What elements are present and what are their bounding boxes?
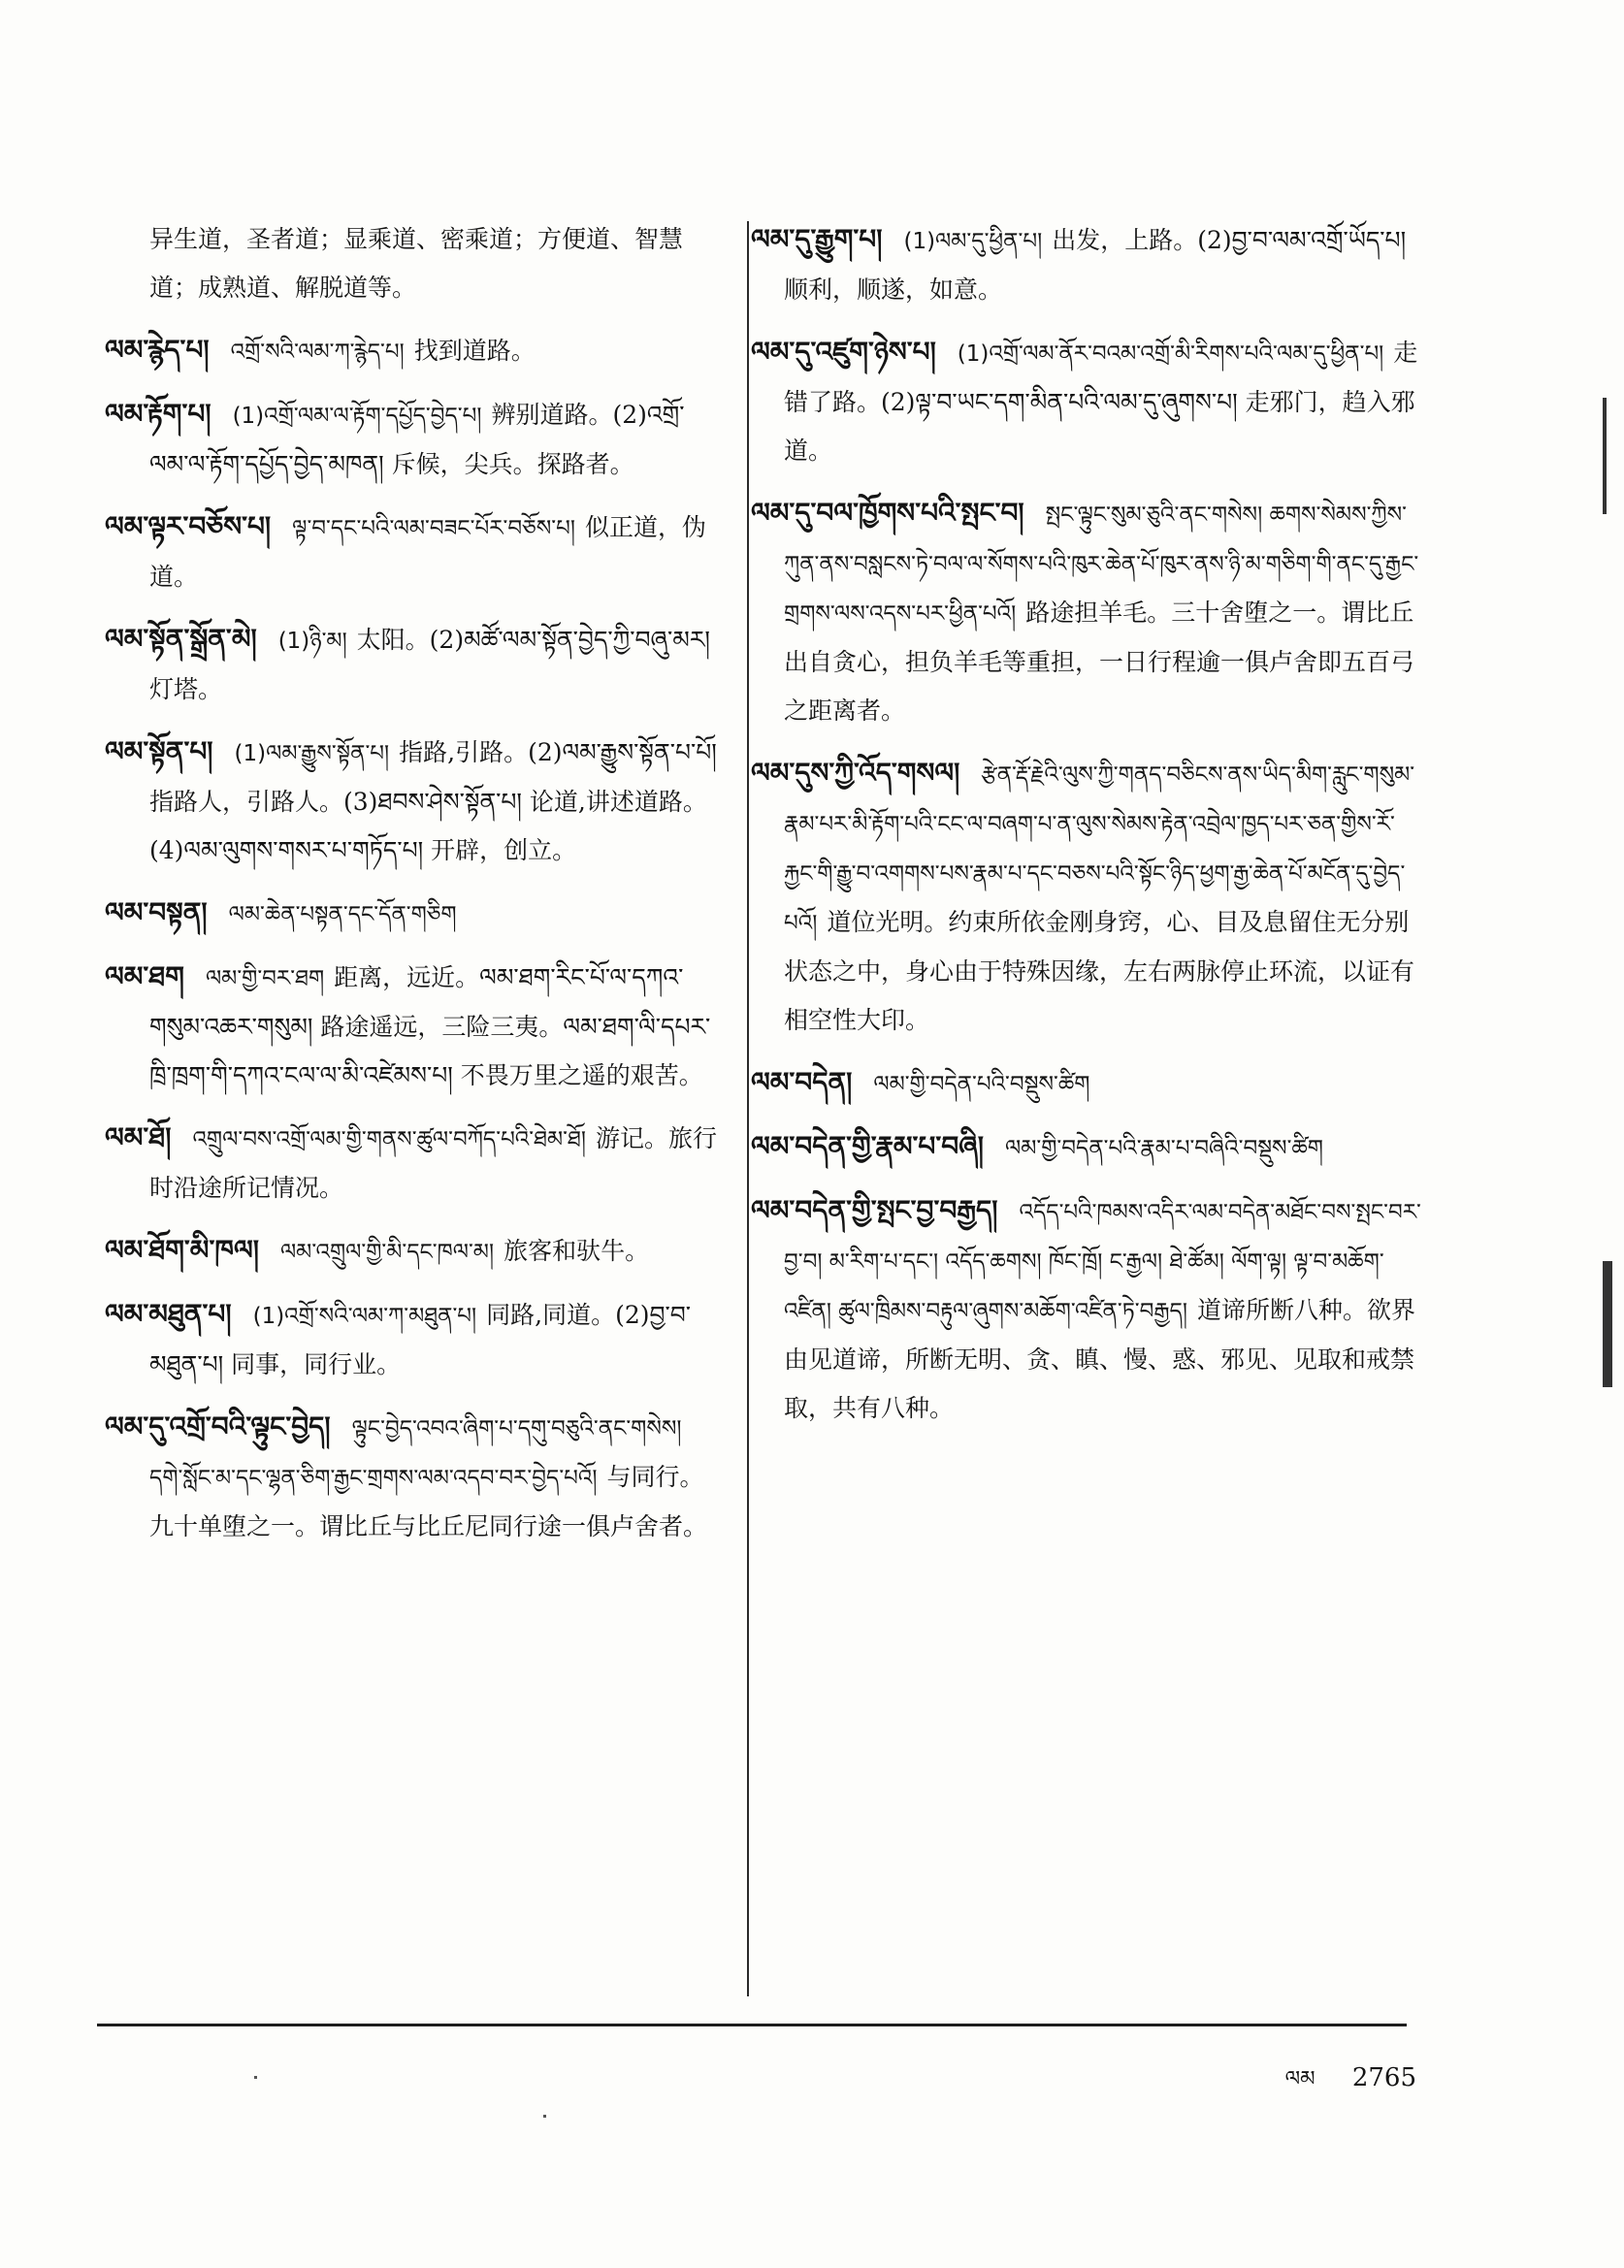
dictionary-entry (751, 489, 1424, 735)
entry-chinese-definition: 道位光明。约束所依金刚身窍，心、目及息留住无分别状态之中，身心由于特殊因缘，左右两脉停止环流，以证有相空性大印。 (784, 908, 1415, 1034)
scan-speck (254, 2076, 257, 2079)
entry-tibetan-definition: ལམ་གྱི་བདེན་པའི་རྣམ་པ་བཞིའི་བསྡུས་ཚིག (1005, 1136, 1323, 1161)
entry-headword: ལམ་དུ་འགྲོ་བའི་ལྟུང་བྱེད། (105, 1410, 331, 1442)
left-column (105, 215, 722, 1565)
entry-text (751, 328, 1424, 475)
entry-text (751, 1186, 1424, 1433)
entry-headword: ལམ་ཐོག་མི་ཁལ། (105, 1234, 259, 1266)
dictionary-entry (105, 615, 722, 714)
edge-scan-mark (1603, 398, 1607, 514)
entry-tibetan-definition: (1)འགྲོ་ལམ་ལ་རྟོག་དཔྱོད་བྱེད་པ། (232, 404, 482, 429)
entry-chinese-definition: 辨别道路。(2)འགྲོ་ལམ་ལ་རྟོག་དཔྱོད་བྱེད་མཁན། 斥候，尖兵。探路者。 (149, 401, 685, 478)
entry-text (105, 1114, 722, 1213)
entry-tibetan-definition: (1)འགྲོ་སའི་ལམ་ཀ་མཐུན་པ། (252, 1304, 477, 1329)
entry-headword: ལམ་ཐོ། (105, 1121, 172, 1153)
entry-text (105, 1226, 722, 1277)
entry-text (105, 953, 722, 1100)
entry-text (105, 889, 722, 939)
scan-speck (543, 2115, 546, 2118)
entry-text (751, 489, 1424, 735)
intro-text: 异生道，圣者道；显乘道、密乘道；方便道、智慧道；成熟道、解脱道等。 (149, 225, 684, 302)
dictionary-entry (105, 728, 722, 875)
entry-headword: ལམ་བསྟན། (105, 896, 208, 928)
column-divider (747, 221, 749, 1996)
entry-tibetan-definition: འགྲུལ་བས་འགྲོ་ལམ་གྱི་གནས་ཚུལ་བཀོད་པའི་ཐེམ་ཐོ། (192, 1127, 586, 1152)
entry-tibetan-definition: འགྲོ་སའི་ལམ་ཀ་རྙེད་པ། (230, 340, 405, 365)
entry-tibetan-definition: (1)ཉི་མ། (277, 629, 347, 654)
entry-chinese-definition: 路途担羊毛。三十舍堕之一。谓比丘出自贪心，担负羊毛等重担，一日行程逾一俱卢舍即五百弓之距离者。 (784, 599, 1415, 725)
dictionary-entry (751, 1122, 1424, 1173)
entry-headword: ལམ་ལྟར་བཅོས་པ། (105, 510, 272, 542)
entry-chinese-definition: 道谛所断八种。欲界由见道谛，所断无明、贪、瞋、慢、惑、邪见、见取和戒禁取，共有八种。 (784, 1296, 1415, 1422)
entry-text (105, 1403, 722, 1551)
entry-text (751, 215, 1424, 314)
dictionary-entry (105, 1114, 722, 1213)
dictionary-entry (105, 502, 722, 601)
entry-headword: ལམ་ཐག (105, 960, 184, 992)
dictionary-entry (105, 1290, 722, 1389)
entry-text (751, 1122, 1424, 1173)
entry-tibetan-definition: (1)ལམ་དུ་ཕྱིན་པ། (903, 229, 1043, 254)
dictionary-entry (105, 326, 722, 376)
entry-text (105, 502, 722, 601)
entry-chinese-definition: 与同行。九十单堕之一。谓比丘与比丘尼同行途一俱卢舍者。 (149, 1463, 708, 1540)
dictionary-entry (751, 1058, 1424, 1109)
entry-headword: ལམ་བདེན་གྱི་རྣམ་པ་བཞི། (751, 1130, 985, 1162)
dictionary-entry (751, 1186, 1424, 1433)
entry-text (105, 615, 722, 714)
entry-chinese-definition: 旅客和驮牛。 (503, 1237, 650, 1265)
entry-headword: ལམ་སྟོན་སྒྲོན་མེ། (105, 623, 257, 655)
entry-chinese-definition: 似正道，伪道。 (149, 513, 706, 591)
entry-headword: ལམ་རྙེད་པ། (105, 334, 210, 366)
entry-headword: ལམ་བདེན་གྱི་སྤང་བྱ་བརྒྱད། (751, 1194, 998, 1226)
entry-chinese-definition: 走错了路。(2)ལྟ་བ་ཡང་དག་མིན་པའི་ལམ་དུ་ཞུགས་པ། 走邪门，趋入邪道。 (784, 339, 1418, 465)
entry-chinese-definition: 同路,同道。(2)བྱ་བ་མཐུན་པ། 同事，同行业。 (149, 1301, 692, 1378)
right-entry-list (751, 215, 1424, 1433)
entry-text (105, 326, 722, 376)
dictionary-entry (751, 215, 1424, 314)
entry-chinese-definition: 找到道路。 (413, 337, 536, 365)
dictionary-entry (105, 390, 722, 489)
entry-tibetan-definition: སྤང་ལྟུང་སུམ་ཅུའི་ནང་གསེས། ཆགས་སེམས་ཀྱིས་ཀུན་ནས་བསླངས་ཏེ་བལ་ལ་སོགས་པའི་ཁུར་ཆེན་པོ་ཁུར་ནས་ཉི་མ་གཅིག་གི་ནང་དུ་རྒྱང་གྲགས་ལས་འདས་པར་ཕྱིན་པའོ། (784, 502, 1419, 627)
left-entry-list (105, 326, 722, 1551)
entry-tibetan-definition: ལམ་འགྲུལ་གྱི་མི་དང་ཁལ་མ། (279, 1240, 495, 1265)
entry-headword: ལམ་དུ་རྒྱུག་པ། (751, 223, 883, 255)
entry-tibetan-definition: ལམ་གྱི་བདེན་པའི་བསྡུས་ཚིག (873, 1072, 1090, 1097)
entry-headword: ལམ་བདེན། (751, 1066, 853, 1098)
entry-chinese-definition: 太阳。(2)མཚོ་ལམ་སྟོན་བྱེད་ཀྱི་བཞུ་མར། 灯塔。 (149, 626, 710, 703)
entry-text (105, 728, 722, 875)
right-column (751, 215, 1424, 1446)
entry-text (751, 749, 1424, 1045)
entry-chinese-definition: 距离，远近。ལམ་ཐག་རིང་པོ་ལ་དཀའ་གསུམ་འཆར་གསུམ། 路途遥远，三险三夷。ལམ་ཐག་ལི་དཔར་ཁྲི་ཁྲག་གི་དཀའ་ངལ་ལ་མི་འཛེམས་པ། 不畏万里之遥的艰苦。 (149, 963, 711, 1089)
entry-tibetan-definition: (1)འགྲོ་ལམ་ནོར་བའམ་འགྲོ་མི་རིགས་པའི་ལམ་དུ་ཕྱིན་པ། (957, 341, 1384, 367)
entry-tibetan-definition: ལམ་གྱི་བར་ཐག (205, 966, 325, 991)
entry-text (751, 1058, 1424, 1109)
dictionary-entry (751, 749, 1424, 1045)
edge-scan-mark (1603, 1261, 1612, 1387)
entry-tibetan-definition: ལྟ་བ་དང་པའི་ལམ་བཟང་པོར་བཅོས་པ། (292, 516, 575, 541)
entry-tibetan-definition: འདོད་པའི་ཁམས་འདིར་ལམ་བདེན་མཐོང་བས་སྤང་བར་བྱ་བ། མ་རིག་པ་དང་། འདོད་ཆགས། ཁོང་ཁྲོ། ང་རྒྱལ། ཐེ་ཚོམ། ལོག་ལྟ། ལྟ་བ་མཆོག་འཛིན། ཚུལ་ཁྲིམས་བརྟུལ་ཞུགས་མཆོག་འཛིན་ཏེ་བརྒྱད། (784, 1200, 1421, 1324)
entry-headword: ལམ་དུ་འཛུག་ཉེས་པ། (751, 336, 936, 368)
entry-headword: ལམ་དུས་ཀྱི་འོད་གསལ། (751, 757, 960, 789)
entry-headword: ལམ་སྟོན་པ། (105, 735, 213, 767)
entry-chinese-definition: 指路,引路。(2)ལམ་རྒྱུས་སྟོན་པ་པོ། 指路人，引路人。(3)ཐབས་ཤེས་སྟོན་པ། 论道,讲述道路。(4)ལམ་ལུགས་གསར་པ་གཏོད་པ། 开辟，创立。 (149, 738, 717, 864)
dictionary-entry (751, 328, 1424, 475)
entry-headword: ལམ་དུ་བལ་ཁྱོགས་པའི་སྤང་བ། (751, 497, 1024, 529)
running-head: ལམ (1284, 2067, 1315, 2091)
entry-tibetan-definition: རྩེན་རྡོ་རྗེའི་ལུས་ཀྱི་གནད་བཅིངས་ནས་ཡིད་མིག་རླུང་གསུམ་རྣམ་པར་མི་རྟོག་པའི་ངང་ལ་བཞག་པ་ན་ལུས་སེམས་རྟེན་འབྲེལ་ཁྱད་པར་ཅན་གྱིས་རོ་རྐྱང་གི་རྒྱུ་བ་འགགས་པས་རྣམ་པ་དང་བཅས་པའི་སྟོང་ཉིད་ཕྱག་རྒྱ་ཆེན་པོ་མངོན་དུ་བྱེད་པའོ། (784, 762, 1415, 936)
dictionary-entry (105, 1226, 722, 1277)
footer-rule (97, 2024, 1407, 2026)
entry-text (105, 390, 722, 489)
entry-tibetan-definition: ལམ་ཆེན་པསྟན་དང་དོན་གཅིག (228, 902, 457, 927)
dictionary-entry (105, 889, 722, 939)
entry-headword: ལམ་རྟོག་པ། (105, 398, 211, 430)
entry-headword: ལམ་མཐུན་པ། (105, 1298, 232, 1330)
page-footer (1285, 2055, 1416, 2115)
dictionary-entry (105, 1403, 722, 1551)
entry-text (105, 1290, 722, 1389)
entry-tibetan-definition: (1)ལམ་རྒྱུས་སྟོན་པ། (234, 741, 390, 766)
entry-chinese-definition: 游记。旅行时沿途所记情况。 (149, 1124, 718, 1202)
dictionary-entry (105, 953, 722, 1100)
entry-tibetan-definition: ལྟུང་བྱེད་འབའ་ཞིག་པ་དགུ་བཅུའི་ནང་གསེས། དགེ་སློང་མ་དང་ལྷན་ཅིག་རྒྱང་གྲགས་ལམ་འདབ་བར་བྱེད་པའོ། (149, 1416, 682, 1491)
entry-chinese-definition: 出发，上路。(2)བྱ་བ་ལམ་འགྲོ་ཡོད་པ། 顺利，顺遂，如意。 (784, 226, 1407, 304)
page-number: 2765 (1351, 2063, 1416, 2092)
